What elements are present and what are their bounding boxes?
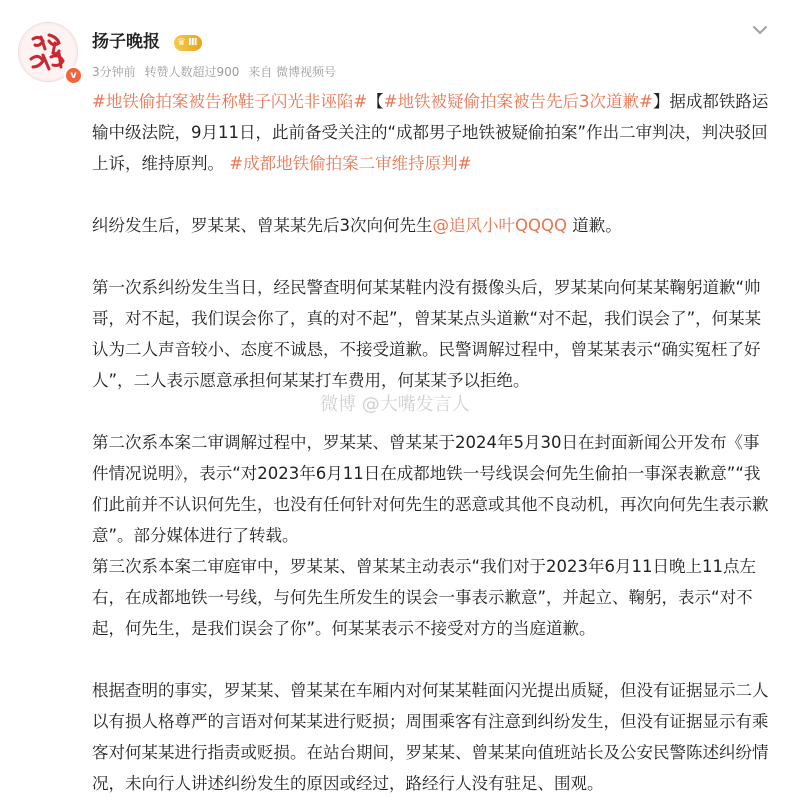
- post-paragraph-4: 第二次系本案二审调解过程中，罗某某、曾某某于2024年5月30日在封面新闻公开发布《事件情况说明》，表示“对2023年6月11日在成都地铁一号线误会何先生偷拍一事深表歉意”“我们此前并不认识何先生，也没有任何针对何先生的恶意或其他不良动机，再次向何先生表示歉意”。部分媒体进行了转载。: [92, 433, 769, 545]
- text-segment: 】据成都铁路运输中级法院，9月11日，此前备受关注的“成都男子地铁被疑偷拍案”作出二审判决，判决驳回上诉，维持原判。: [92, 92, 769, 173]
- user-mention-link[interactable]: @追风小叶QQQQ: [432, 216, 567, 235]
- hashtag-link[interactable]: #地铁被疑偷拍案被告先后3次道歉#: [383, 92, 653, 111]
- post-meta: [92, 64, 341, 80]
- post-paragraph-1: [92, 86, 772, 179]
- text-segment: 纠纷发生后，罗某某、曾某某先后3次向何先生: [92, 216, 433, 235]
- member-level-text: Ⅲ: [187, 37, 198, 48]
- crown-icon: ♛: [177, 37, 186, 48]
- chevron-down-icon: [752, 25, 768, 35]
- post-paragraph-6: 根据查明的事实，罗某某、曾某某在车厢内对何某某鞋面闪光提出质疑，但没有证据显示二人以有损人格尊严的言语对何某某进行贬损；周围乘客有注意到纠纷发生，但没有证据显示有乘客对何某某进行指责或贬损。在站台期间，罗某某、曾某某向值班站长及公安民警陈述纠纷情况，未向行人讲述纠纷发生的原因或经过，路经行人没有驻足、围观。: [92, 681, 769, 793]
- post-paragraph-3: 第一次系纠纷发生当日，经民警查明何某某鞋内没有摄像头后，罗某某向何某某鞠躬道歉“帅哥，对不起，我们误会你了，真的对不起”，曾某某点头道歉“对不起，我们误会了”，何某某认为二人声音较小、态度不诚恳，不接受道歉。民警调解过程中，曾某某表示“确实冤枉了好人”，二人表示愿意承担何某某打车费用，何某某予以拒绝。: [92, 278, 762, 390]
- post-source[interactable]: 来自 微博视频号: [248, 65, 337, 79]
- watermark: [320, 390, 470, 416]
- text-segment: 道歉。: [566, 216, 622, 235]
- verified-badge: v: [64, 66, 83, 85]
- post-paragraph-2: [92, 210, 772, 241]
- hashtag-link[interactable]: #地铁偷拍案被告称鞋子闪光非诬陷#: [92, 92, 368, 111]
- post-content: [92, 86, 772, 799]
- hashtag-link[interactable]: #成都地铁偷拍案二审维持原判#: [229, 154, 472, 173]
- post-reposts: 转赞人数超过900: [144, 65, 240, 79]
- post-paragraph-5: 第三次系本案二审庭审中，罗某某、曾某某主动表示“我们对于2023年6月11日晚上11点左右，在成都地铁一号线，与何先生所发生的误会一事表示歉意”，并起立、鞠躬，表示“对不起，何先生，是我们误会了你”。何某某表示不接受对方的当庭道歉。: [92, 557, 757, 638]
- text-segment: 【: [367, 92, 384, 111]
- member-level-badge[interactable]: [174, 35, 202, 51]
- post-time[interactable]: 3分钟前: [92, 65, 136, 79]
- author-name[interactable]: 扬子晚报: [92, 32, 160, 52]
- watermark-text: 微博 @大嘴发言人: [320, 394, 470, 415]
- more-options-button[interactable]: [748, 18, 772, 42]
